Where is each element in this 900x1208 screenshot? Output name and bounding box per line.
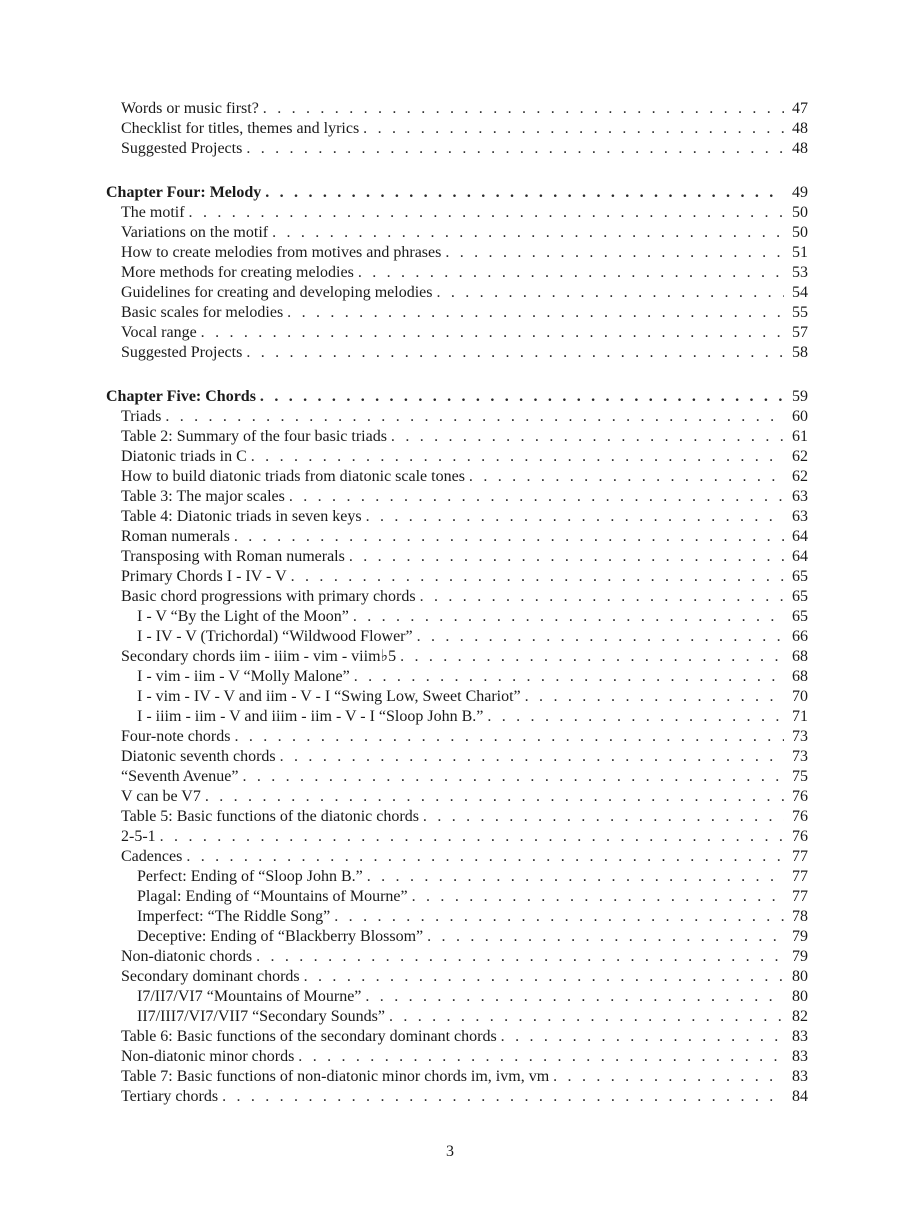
toc-entry bbox=[0, 343, 900, 363]
toc-entry-page: 51 bbox=[792, 244, 808, 261]
toc-entry-title: 2-5-1 bbox=[121, 828, 156, 845]
dot-leader bbox=[420, 587, 784, 607]
toc-entry-title: Basic chord progressions with primary chords bbox=[121, 588, 416, 605]
toc-entry-title: Diatonic triads in C bbox=[121, 448, 247, 465]
toc-entry bbox=[0, 847, 900, 867]
dot-leader bbox=[160, 827, 784, 847]
dot-leader bbox=[280, 747, 784, 767]
toc-entry bbox=[0, 747, 900, 767]
toc-entry-title: Table 7: Basic functions of non-diatonic minor chords im, ivm, vm bbox=[121, 1068, 550, 1085]
toc-entry-title: The motif bbox=[121, 204, 185, 221]
dot-leader bbox=[358, 263, 784, 283]
dot-leader bbox=[246, 139, 784, 159]
toc-entry-page: 49 bbox=[792, 184, 808, 201]
dot-leader bbox=[354, 667, 784, 687]
dot-leader bbox=[391, 427, 784, 447]
dot-leader bbox=[525, 687, 784, 707]
toc-entry-title: I - IV - V (Trichordal) “Wildwood Flower” bbox=[137, 628, 413, 645]
dot-leader bbox=[487, 707, 784, 727]
toc-entry-page: 73 bbox=[792, 748, 808, 765]
toc-entry bbox=[0, 587, 900, 607]
toc-entry-title: More methods for creating melodies bbox=[121, 264, 354, 281]
toc-entry bbox=[0, 807, 900, 827]
dot-leader bbox=[389, 1007, 784, 1027]
toc-entry bbox=[0, 627, 900, 647]
dot-leader bbox=[251, 447, 784, 467]
toc-entry-page: 66 bbox=[792, 628, 808, 645]
toc-entry-title: Table 5: Basic functions of the diatonic chords bbox=[121, 808, 419, 825]
dot-leader bbox=[469, 467, 784, 487]
dot-leader bbox=[189, 203, 784, 223]
toc-entry-title: Chapter Five: Chords bbox=[106, 388, 256, 405]
toc-entry bbox=[0, 1047, 900, 1067]
toc-entry-page: 77 bbox=[792, 868, 808, 885]
toc-entry-page: 57 bbox=[792, 324, 808, 341]
toc-entry-page: 55 bbox=[792, 304, 808, 321]
dot-leader bbox=[272, 223, 784, 243]
toc-entry-title: Perfect: Ending of “Sloop John B.” bbox=[137, 868, 363, 885]
toc-entry-page: 83 bbox=[792, 1068, 808, 1085]
toc-entry-title: Variations on the motif bbox=[121, 224, 269, 241]
toc-entry-title: I - iiim - iim - V and iiim - iim - V - I “Sloop John B.” bbox=[137, 708, 484, 725]
toc-entry-page: 77 bbox=[792, 848, 808, 865]
toc-entry-page: 54 bbox=[792, 284, 808, 301]
toc-entry-title: Four-note chords bbox=[121, 728, 231, 745]
dot-leader bbox=[234, 727, 784, 747]
toc-entry-page: 63 bbox=[792, 488, 808, 505]
toc-entry-page: 48 bbox=[792, 140, 808, 157]
dot-leader bbox=[291, 567, 784, 587]
toc-entry-page: 80 bbox=[792, 988, 808, 1005]
toc-entry bbox=[0, 827, 900, 847]
toc-entry-page: 62 bbox=[792, 468, 808, 485]
dot-leader bbox=[349, 547, 784, 567]
toc-entry-page: 60 bbox=[792, 408, 808, 425]
toc-entry-title: Words or music first? bbox=[121, 100, 259, 117]
toc-entry-title: Primary Chords I - IV - V bbox=[121, 568, 287, 585]
table-of-contents bbox=[0, 99, 900, 1107]
dot-leader bbox=[427, 927, 784, 947]
toc-entry-title: Non-diatonic chords bbox=[121, 948, 253, 965]
toc-entry-page: 83 bbox=[792, 1028, 808, 1045]
toc-entry-page: 50 bbox=[792, 204, 808, 221]
toc-entry-title: How to build diatonic triads from diatonic scale tones bbox=[121, 468, 465, 485]
toc-entry-title: Table 6: Basic functions of the secondary dominant chords bbox=[121, 1028, 497, 1045]
toc-entry-title: Table 4: Diatonic triads in seven keys bbox=[121, 508, 362, 525]
toc-entry-page: 76 bbox=[792, 788, 808, 805]
toc-entry bbox=[0, 727, 900, 747]
dot-leader bbox=[412, 887, 784, 907]
toc-entry-page: 64 bbox=[792, 528, 808, 545]
toc-entry bbox=[0, 887, 900, 907]
toc-entry-title: Suggested Projects bbox=[121, 140, 243, 157]
toc-entry-title: Non-diatonic minor chords bbox=[121, 1048, 295, 1065]
toc-entry-page: 59 bbox=[792, 388, 808, 405]
toc-entry-title: Secondary dominant chords bbox=[121, 968, 300, 985]
toc-entry-page: 77 bbox=[792, 888, 808, 905]
toc-entry-title: V can be V7 bbox=[121, 788, 201, 805]
toc-entry bbox=[0, 947, 900, 967]
toc-chapter-heading bbox=[0, 387, 900, 407]
toc-entry bbox=[0, 203, 900, 223]
toc-entry bbox=[0, 303, 900, 323]
toc-entry bbox=[0, 99, 900, 119]
dot-leader bbox=[417, 627, 784, 647]
dot-leader bbox=[234, 527, 784, 547]
toc-entry-title: I - V “By the Light of the Moon” bbox=[137, 608, 349, 625]
toc-entry-title: Suggested Projects bbox=[121, 344, 243, 361]
toc-entry bbox=[0, 907, 900, 927]
toc-entry-page: 48 bbox=[792, 120, 808, 137]
toc-entry bbox=[0, 667, 900, 687]
toc-entry bbox=[0, 607, 900, 627]
toc-entry bbox=[0, 927, 900, 947]
toc-entry-page: 65 bbox=[792, 588, 808, 605]
dot-leader bbox=[436, 283, 784, 303]
dot-leader bbox=[366, 507, 784, 527]
toc-entry-title: Cadences bbox=[121, 848, 183, 865]
toc-entry bbox=[0, 507, 900, 527]
toc-entry-title: Chapter Four: Melody bbox=[106, 184, 262, 201]
toc-entry bbox=[0, 1067, 900, 1087]
toc-entry bbox=[0, 323, 900, 343]
toc-entry-title: Vocal range bbox=[121, 324, 197, 341]
dot-leader bbox=[246, 343, 784, 363]
toc-entry-title: Table 3: The major scales bbox=[121, 488, 285, 505]
toc-entry-title: “Seventh Avenue” bbox=[121, 768, 239, 785]
toc-entry bbox=[0, 967, 900, 987]
toc-entry-title: Basic scales for melodies bbox=[121, 304, 284, 321]
toc-entry-page: 65 bbox=[792, 568, 808, 585]
toc-entry-title: Imperfect: “The Riddle Song” bbox=[137, 908, 331, 925]
dot-leader bbox=[260, 387, 784, 407]
toc-entry bbox=[0, 119, 900, 139]
toc-entry-page: 65 bbox=[792, 608, 808, 625]
toc-entry bbox=[0, 1087, 900, 1107]
toc-entry-page: 73 bbox=[792, 728, 808, 745]
toc-entry-title: II7/III7/VI7/VII7 “Secondary Sounds” bbox=[137, 1008, 385, 1025]
toc-entry bbox=[0, 243, 900, 263]
toc-entry-title: I - vim - iim - V “Molly Malone” bbox=[137, 668, 350, 685]
dot-leader bbox=[423, 807, 784, 827]
toc-entry-page: 80 bbox=[792, 968, 808, 985]
toc-entry-title: Triads bbox=[121, 408, 162, 425]
toc-entry bbox=[0, 487, 900, 507]
toc-entry-page: 47 bbox=[792, 100, 808, 117]
toc-entry bbox=[0, 987, 900, 1007]
toc-entry bbox=[0, 567, 900, 587]
dot-leader bbox=[165, 407, 784, 427]
toc-entry-page: 68 bbox=[792, 668, 808, 685]
toc-entry-title: Secondary chords iim - iiim - vim - viim♭5 bbox=[121, 648, 397, 665]
toc-entry-title: Checklist for titles, themes and lyrics bbox=[121, 120, 360, 137]
dot-leader bbox=[205, 787, 784, 807]
toc-entry-page: 71 bbox=[792, 708, 808, 725]
toc-entry-page: 68 bbox=[792, 648, 808, 665]
toc-entry-title: Guidelines for creating and developing melodies bbox=[121, 284, 433, 301]
toc-entry bbox=[0, 647, 900, 667]
toc-entry bbox=[0, 427, 900, 447]
toc-entry-title: Plagal: Ending of “Mountains of Mourne” bbox=[137, 888, 408, 905]
toc-entry bbox=[0, 547, 900, 567]
toc-entry-title: How to create melodies from motives and phrases bbox=[121, 244, 442, 261]
dot-leader bbox=[367, 867, 784, 887]
dot-leader bbox=[289, 487, 784, 507]
dot-leader bbox=[553, 1067, 784, 1087]
toc-entry bbox=[0, 447, 900, 467]
toc-entry-title: Roman numerals bbox=[121, 528, 230, 545]
toc-entry-title: Transposing with Roman numerals bbox=[121, 548, 345, 565]
dot-leader bbox=[304, 967, 784, 987]
toc-entry-page: 63 bbox=[792, 508, 808, 525]
toc-entry-page: 61 bbox=[792, 428, 808, 445]
dot-leader bbox=[298, 1047, 784, 1067]
toc-entry-page: 83 bbox=[792, 1048, 808, 1065]
dot-leader bbox=[353, 607, 784, 627]
toc-entry bbox=[0, 1007, 900, 1027]
toc-entry-page: 79 bbox=[792, 928, 808, 945]
toc-entry-page: 82 bbox=[792, 1008, 808, 1025]
toc-entry-title: Diatonic seventh chords bbox=[121, 748, 276, 765]
dot-leader bbox=[365, 987, 784, 1007]
toc-entry-title: Table 2: Summary of the four basic triads bbox=[121, 428, 387, 445]
page-number: 3 bbox=[446, 1143, 454, 1160]
toc-entry bbox=[0, 223, 900, 243]
toc-entry-page: 58 bbox=[792, 344, 808, 361]
toc-entry-page: 70 bbox=[792, 688, 808, 705]
dot-leader bbox=[400, 647, 784, 667]
toc-entry-page: 75 bbox=[792, 768, 808, 785]
toc-entry bbox=[0, 467, 900, 487]
toc-chapter-heading bbox=[0, 183, 900, 203]
dot-leader bbox=[222, 1087, 784, 1107]
toc-entry bbox=[0, 767, 900, 787]
dot-leader bbox=[201, 323, 784, 343]
toc-entry-title: I - vim - IV - V and iim - V - I “Swing Low, Sweet Chariot” bbox=[137, 688, 521, 705]
toc-entry-page: 76 bbox=[792, 808, 808, 825]
dot-leader bbox=[263, 99, 784, 119]
toc-entry bbox=[0, 407, 900, 427]
dot-leader bbox=[287, 303, 784, 323]
dot-leader bbox=[242, 767, 784, 787]
toc-entry bbox=[0, 263, 900, 283]
dot-leader bbox=[256, 947, 784, 967]
toc-entry bbox=[0, 867, 900, 887]
toc-entry bbox=[0, 1027, 900, 1047]
toc-entry-page: 53 bbox=[792, 264, 808, 281]
toc-entry-page: 64 bbox=[792, 548, 808, 565]
toc-entry bbox=[0, 139, 900, 159]
toc-entry-page: 79 bbox=[792, 948, 808, 965]
toc-entry-title: Tertiary chords bbox=[121, 1088, 219, 1105]
dot-leader bbox=[363, 119, 784, 139]
dot-leader bbox=[186, 847, 784, 867]
dot-leader bbox=[445, 243, 784, 263]
toc-entry bbox=[0, 787, 900, 807]
toc-entry-page: 50 bbox=[792, 224, 808, 241]
toc-entry-page: 84 bbox=[792, 1088, 808, 1105]
toc-entry-page: 76 bbox=[792, 828, 808, 845]
toc-entry-title: Deceptive: Ending of “Blackberry Blossom” bbox=[137, 928, 424, 945]
dot-leader bbox=[501, 1027, 784, 1047]
toc-entry bbox=[0, 707, 900, 727]
toc-entry-page: 62 bbox=[792, 448, 808, 465]
toc-entry bbox=[0, 283, 900, 303]
toc-entry bbox=[0, 527, 900, 547]
toc-entry bbox=[0, 687, 900, 707]
dot-leader bbox=[334, 907, 784, 927]
toc-entry-page: 78 bbox=[792, 908, 808, 925]
toc-entry-title: I7/II7/VI7 “Mountains of Mourne” bbox=[137, 988, 362, 1005]
dot-leader bbox=[265, 183, 784, 203]
